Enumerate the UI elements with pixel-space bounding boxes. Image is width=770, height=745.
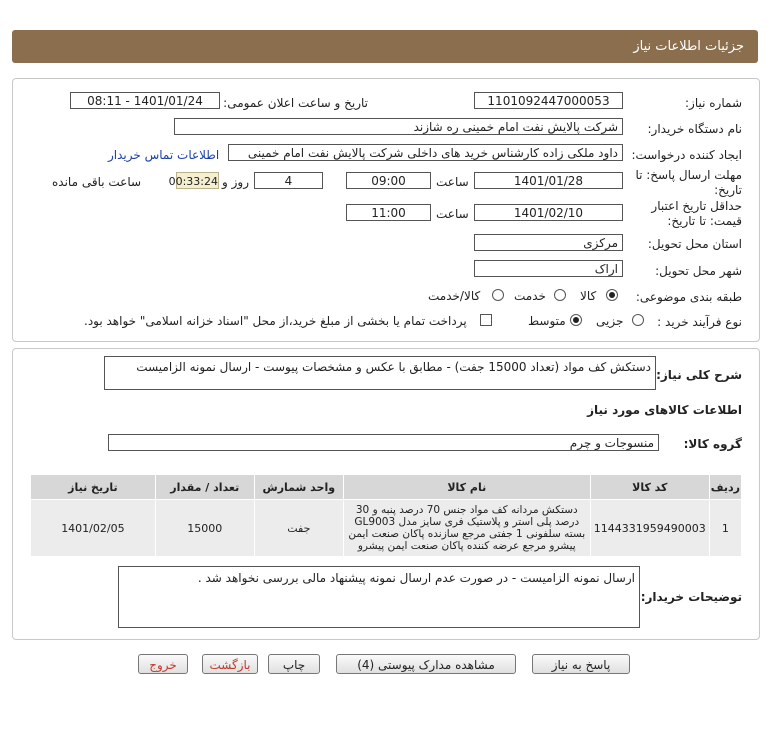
process-radio-minor[interactable] xyxy=(632,314,644,326)
buyer-notes-field[interactable]: ارسال نمونه الزامیست - در صورت عدم ارسال نمونه پیشنهاد مالی بررسی نخواهد شد . xyxy=(118,566,640,628)
print-button[interactable]: چاپ xyxy=(268,654,320,674)
exit-button[interactable]: خروج xyxy=(138,654,188,674)
days-field[interactable]: 4 xyxy=(254,172,323,189)
category-radio-goods-service[interactable] xyxy=(492,289,504,301)
cell-row: 1 xyxy=(709,500,741,557)
summary-label: شرح کلی نیاز: xyxy=(656,368,742,382)
goods-group-label: گروه کالا: xyxy=(683,437,742,451)
deadline-time-label: ساعت xyxy=(436,175,469,189)
announce-field[interactable]: 1401/01/24 - 08:11 xyxy=(70,92,220,109)
delivery-province-label: استان محل تحویل: xyxy=(647,237,742,251)
delivery-city-field[interactable]: اراک xyxy=(474,260,623,277)
buyer-contact-link[interactable]: اطلاعات تماس خریدار xyxy=(108,148,220,162)
category-radio-goods[interactable] xyxy=(606,289,618,301)
page-title: جزئیات اطلاعات نیاز xyxy=(633,39,744,54)
days-label: روز و xyxy=(222,175,249,189)
validity-time-field[interactable]: 11:00 xyxy=(346,204,431,221)
category-radio-service[interactable] xyxy=(554,289,566,301)
process-minor-label: جزیی xyxy=(596,314,624,328)
goods-section-title: اطلاعات کالاهای مورد نیاز xyxy=(587,403,742,417)
buyer-label: نام دستگاه خریدار: xyxy=(647,122,742,136)
deadline-date-field[interactable]: 1401/01/28 xyxy=(474,172,623,189)
page-title-bar xyxy=(12,30,758,63)
need-number-field[interactable]: 1101092447000053 xyxy=(474,92,623,109)
process-medium-label: متوسط xyxy=(528,314,566,328)
announce-label: تاریخ و ساعت اعلان عمومی: xyxy=(223,96,368,110)
buyer-notes-label: توضیحات خریدار: xyxy=(640,590,742,604)
col-qty: تعداد / مقدار xyxy=(155,475,254,500)
delivery-province-field[interactable]: مرکزی xyxy=(474,234,623,251)
col-unit: واحد شمارش xyxy=(254,475,343,500)
category-goods-service-label: کالا/خدمت xyxy=(428,289,481,303)
remaining-time-field: 00:33:24 xyxy=(176,172,219,189)
cell-qty: 15000 xyxy=(155,500,254,557)
category-service-label: خدمت xyxy=(514,289,546,303)
validity-time-label: ساعت xyxy=(436,207,469,221)
cell-date: 1401/02/05 xyxy=(31,500,156,557)
col-name: نام کالا xyxy=(343,475,590,500)
reply-button[interactable]: پاسخ به نیاز xyxy=(532,654,630,674)
validity-label: حداقل تاریخ اعتبار قیمت: تا تاریخ: xyxy=(651,199,742,228)
delivery-city-label: شهر محل تحویل: xyxy=(655,264,742,278)
creator-field[interactable]: داود ملکی زاده کارشناس خرید های داخلی شرکت پالایش نفت امام خمینی xyxy=(228,144,623,161)
creator-label: ایجاد کننده درخواست: xyxy=(631,148,742,162)
validity-date-field[interactable]: 1401/02/10 xyxy=(474,204,623,221)
treasury-payment-checkbox[interactable] xyxy=(480,314,492,326)
col-date: تاریخ نیاز xyxy=(31,475,156,500)
deadline-label: مهلت ارسال پاسخ: تا تاریخ: xyxy=(635,168,742,197)
col-code: کد کالا xyxy=(590,475,709,500)
category-label: طبقه بندی موضوعی: xyxy=(635,290,742,304)
view-documents-button[interactable]: مشاهده مدارک پیوستی (4) xyxy=(336,654,516,674)
back-button[interactable]: بازگشت xyxy=(202,654,258,674)
process-radio-medium[interactable] xyxy=(570,314,582,326)
treasury-payment-text: پرداخت تمام یا بخشی از مبلغ خرید،از محل "اسناد خزانه اسلامی" خواهد بود. xyxy=(84,314,467,328)
need-number-label: شماره نیاز: xyxy=(685,96,742,110)
goods-group-field[interactable]: منسوجات و چرم xyxy=(108,434,659,451)
goods-table-header xyxy=(31,475,742,500)
process-label: نوع فرآیند خرید : xyxy=(657,315,742,329)
col-row: ردیف xyxy=(709,475,741,500)
cell-code: 1144331959490003 xyxy=(590,500,709,557)
category-goods-label: کالا xyxy=(580,289,597,303)
cell-name: دستکش مردانه کف مواد جنس 70 درصد پنبه و 30 درصد پلی استر و پلاستیک فری سایز مدل GL9003 بسته سلفونی 1 جفتی مرجع سازنده پاکان صنعت ایمن پیشرو مرجع عرضه کننده پاکان صنعت ایمن پیشرو xyxy=(343,500,590,557)
table-row[interactable] xyxy=(31,500,742,557)
goods-table xyxy=(30,474,742,557)
summary-field[interactable]: دستکش کف مواد (تعداد 15000 جفت) - مطابق با عکس و مشخصات پیوست - ارسال نمونه الزامیست xyxy=(104,356,656,390)
cell-unit: جفت xyxy=(254,500,343,557)
remaining-label: ساعت باقی مانده xyxy=(52,175,142,189)
deadline-time-field[interactable]: 09:00 xyxy=(346,172,431,189)
buyer-field[interactable]: شرکت پالایش نفت امام خمینی ره شازند xyxy=(174,118,623,135)
